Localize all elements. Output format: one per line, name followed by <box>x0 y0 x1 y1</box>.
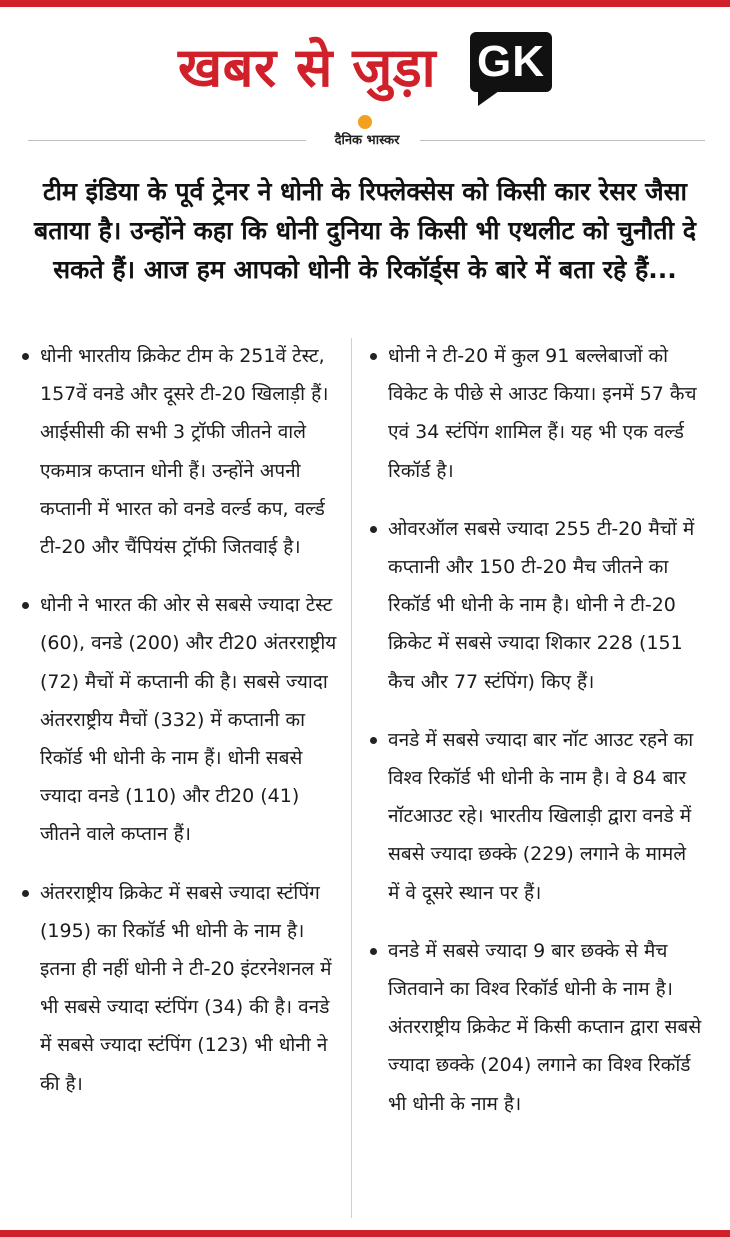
bottom-accent-bar <box>0 1230 730 1237</box>
list-item-text: वनडे में सबसे ज्यादा बार नॉट आउट रहने का विश्व रिकॉर्ड भी धोनी के नाम है। वे 84 बार नॉटआउट रहे। भारतीय खिलाड़ी द्वारा वनडे में सबसे ज्यादा छक्के (229) लगाने के मामले में वे दूसरे स्थान पर हैं। <box>388 728 694 904</box>
list-item-text: धोनी ने भारत की ओर से सबसे ज्यादा टेस्ट (60), वनडे (200) और टी20 अंतरराष्ट्रीय (72) मैचों में कप्तानी की है। सबसे ज्यादा अंतरराष्ट्रीय मैचों (332) में कप्तानी का रिकॉर्ड भी धोनी के नाम हैं। धोनी सबसे ज्यादा वनडे (110) और टी20 (41) जीतने वाले कप्तान हैं। <box>40 594 337 846</box>
list-item <box>22 874 340 1103</box>
sun-dot-icon <box>358 115 372 129</box>
list-item <box>370 510 702 701</box>
list-item <box>22 337 340 566</box>
brand-row <box>0 112 730 152</box>
bullet-icon <box>370 353 377 360</box>
bullet-icon <box>370 737 377 744</box>
list-item-text: धोनी भारतीय क्रिकेट टीम के 251वें टेस्ट, 157वें वनडे और दूसरे टी-20 खिलाड़ी हैं। आईसीसी की सभी 3 ट्रॉफी जीतने वाले एकमात्र कप्तान धोनी हैं। उन्होंने अपनी कप्तानी में भारत को वनडे वर्ल्ड कप, वर्ल्ड टी-20 और चैंपियंस ट्रॉफी जितवाई है। <box>40 345 329 559</box>
speech-bubble-tail-icon <box>478 86 506 106</box>
list-item <box>370 721 702 912</box>
list-item <box>370 337 702 490</box>
brand-logo: दैनिक भास्कर <box>334 133 400 148</box>
column-divider <box>351 338 352 1218</box>
bullet-icon <box>370 948 377 955</box>
list-item-text: धोनी ने टी-20 में कुल 91 बल्लेबाजों को विकेट के पीछे से आउट किया। इनमें 57 कैच एवं 34 स्टंपिंग शामिल हैं। यह भी एक वर्ल्ड रिकॉर्ड है। <box>388 345 697 482</box>
list-item-text: अंतरराष्ट्रीय क्रिकेट में सबसे ज्यादा स्टंपिंग (195) का रिकॉर्ड भी धोनी के नाम है। इतना ही नहीं धोनी ने टी-20 इंटरनेशनल में भी सबसे ज्यादा स्टंपिंग (34) की है। वनडे में सबसे ज्यादा स्टंपिंग (123) भी धोनी ने की है। <box>40 881 332 1095</box>
bullet-icon <box>22 602 29 609</box>
header <box>0 22 730 112</box>
bullet-icon <box>22 353 29 360</box>
intro-paragraph: टीम इंडिया के पूर्व ट्रेनर ने धोनी के रिफ्लेक्सेस को किसी कार रेसर जैसा बताया है। उन्होंने कहा कि धोनी दुनिया के किसी भी एथलीट को चुनौती दे सकते हैं। आज हम आपको धोनी के रिकॉर्ड्स के बारे में बता रहे हैं... <box>33 177 697 284</box>
list-item <box>22 586 340 853</box>
list-item-text: वनडे में सबसे ज्यादा 9 बार छक्के से मैच जितवाने का विश्व रिकॉर्ड धोनी के नाम है। अंतरराष्ट्रीय क्रिकेट में किसी कप्तान द्वारा सबसे ज्यादा छक्के (204) लगाने का विश्व रिकॉर्ड भी धोनी के नाम है। <box>388 939 702 1115</box>
divider-line-left <box>28 140 306 141</box>
divider-line-right <box>420 140 705 141</box>
bullet-icon <box>370 526 377 533</box>
left-column <box>22 337 340 1123</box>
list-item-text: ओवरऑल सबसे ज्यादा 255 टी-20 मैचों में कप्तानी और 150 टी-20 मैच जीतने का रिकॉर्ड भी धोनी के नाम है। धोनी ने टी-20 क्रिकेट में सबसे ज्यादा शिकार 228 (151 कैच और 77 स्टंपिंग) किए हैं। <box>388 517 695 693</box>
bullet-icon <box>22 890 29 897</box>
list-item <box>370 932 702 1123</box>
gk-badge: GK <box>470 32 552 92</box>
top-accent-bar <box>0 0 730 7</box>
right-column <box>370 337 702 1143</box>
page-title: खबर से जुड़ा <box>178 36 437 99</box>
